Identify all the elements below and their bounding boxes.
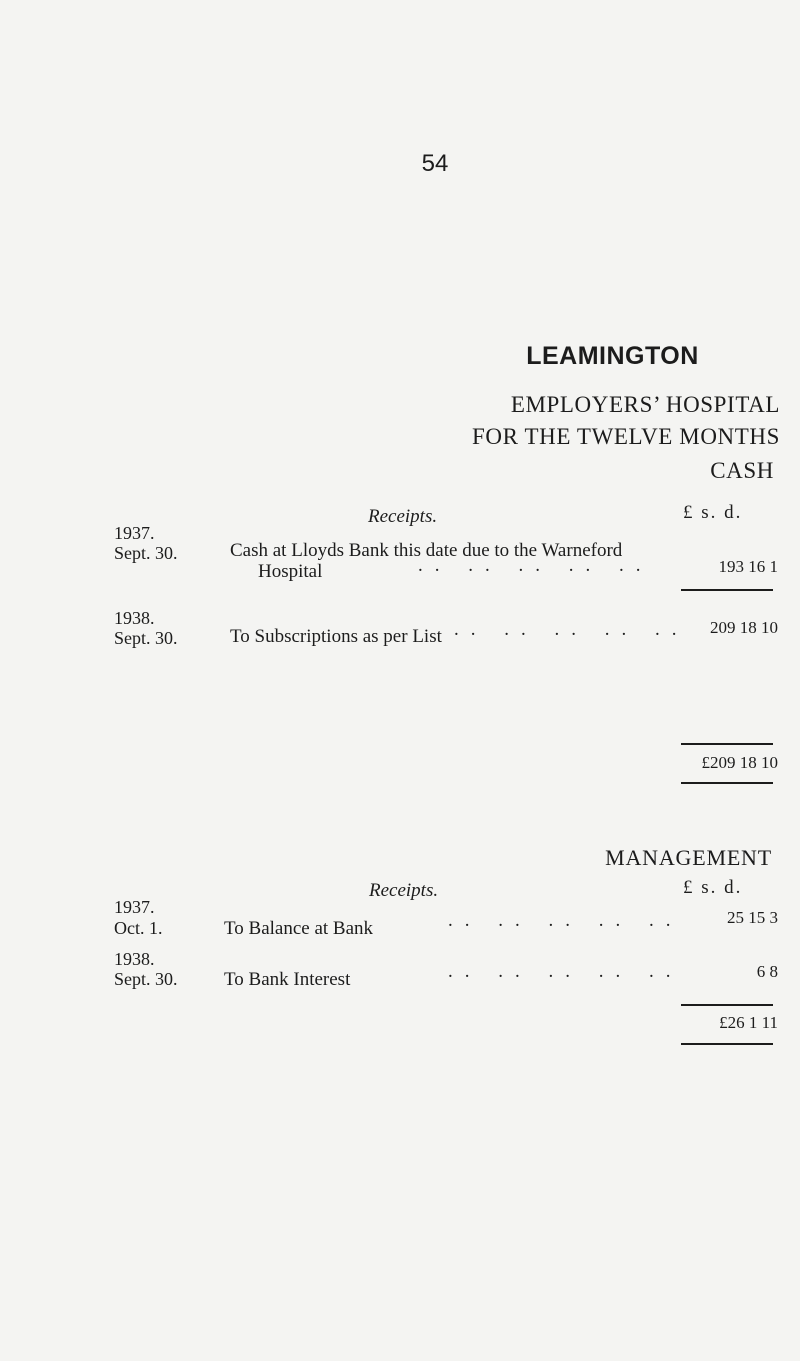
total-rule-bottom: [681, 782, 773, 784]
title-organisation: LEAMINGTON: [526, 342, 699, 370]
subtotal-rule: [681, 589, 773, 591]
management-row-year: 1937.: [114, 897, 155, 917]
management-row-amount: 6 8: [756, 962, 778, 981]
cash-currency-heading: £ s. d.: [683, 502, 743, 523]
title-period: FOR THE TWELVE MONTHS: [472, 424, 780, 449]
total-rule-top: [681, 743, 773, 745]
cash-row-leader-dots: .. .. .. .. ..: [454, 619, 689, 640]
management-row-year: 1938.: [114, 949, 155, 969]
cash-row-amount: 209 18 10: [710, 618, 778, 637]
cash-row-date: Sept. 30.: [114, 543, 178, 563]
cash-row-date: Sept. 30.: [114, 628, 178, 648]
cash-row-year: 1937.: [114, 523, 155, 543]
management-row-date: Oct. 1.: [114, 918, 163, 938]
cash-row-description: To Subscriptions as per List: [230, 626, 442, 647]
management-row-description: To Bank Interest: [224, 969, 351, 990]
management-row-leader-dots: .. .. .. .. ..: [448, 910, 683, 931]
management-currency-heading: £ s. d.: [683, 877, 743, 898]
title-cash: CASH: [710, 458, 774, 483]
management-receipts-heading: Receipts.: [369, 880, 439, 901]
management-title: MANAGEMENT: [605, 845, 772, 870]
cash-row-leader-dots: .. .. .. .. ..: [418, 555, 653, 576]
cash-row-description-cont: Hospital: [258, 561, 323, 582]
management-row-amount: 25 15 3: [727, 908, 778, 927]
cash-row-year: 1938.: [114, 608, 155, 628]
management-row-leader-dots: .. .. .. .. ..: [448, 961, 683, 982]
cash-row-description: Cash at Lloyds Bank this date due to the Warneford: [230, 540, 623, 561]
total-rule-top: [681, 1004, 773, 1006]
cash-row-amount: 193 16 1: [718, 557, 778, 576]
page-number: 54: [421, 150, 449, 177]
management-total: £26 1 11: [719, 1013, 778, 1032]
management-row-description: To Balance at Bank: [224, 918, 374, 939]
cash-receipts-heading: Receipts.: [368, 506, 438, 527]
cash-total: £209 18 10: [701, 753, 778, 772]
total-rule-bottom: [681, 1043, 773, 1045]
title-hospital: EMPLOYERS’ HOSPITAL: [510, 392, 780, 417]
management-row-date: Sept. 30.: [114, 969, 178, 989]
